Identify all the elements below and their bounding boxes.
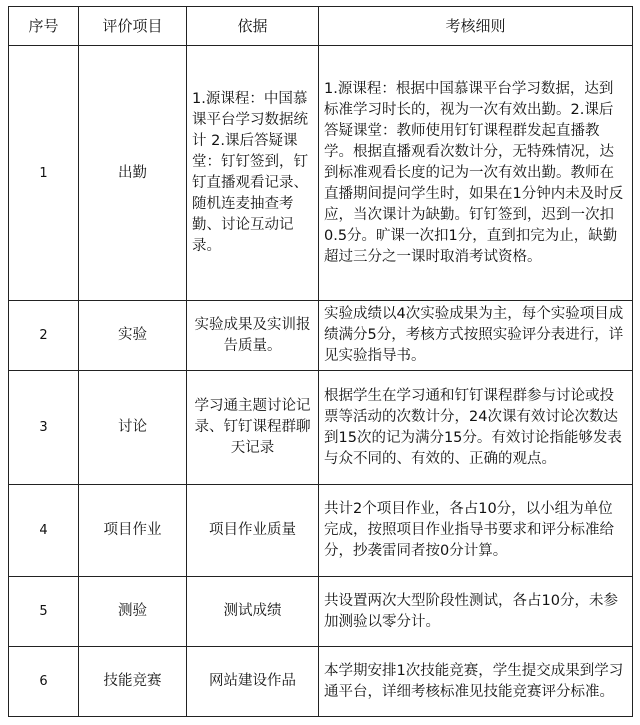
row-basis: 实验成果及实训报告质量。: [187, 301, 319, 371]
table-row: [9, 577, 633, 647]
header-item: 评价项目: [79, 7, 187, 46]
row-seq: 4: [9, 485, 79, 577]
row-detail: 根据学生在学习通和钉钉课程群参与讨论或投票等活动的次数计分，24次课有效讨论次数达到15次的记为满分15分。有效讨论指能够发表与众不同的、有效的、正确的观点。: [319, 371, 633, 485]
row-basis: 学习通主题讨论记录、钉钉课程群聊天记录: [187, 371, 319, 485]
row-item: 测验: [79, 577, 187, 647]
table-row: [9, 301, 633, 371]
table-row: [9, 647, 633, 717]
header-detail: 考核细则: [319, 7, 633, 46]
row-seq: 6: [9, 647, 79, 717]
row-seq: 5: [9, 577, 79, 647]
row-seq: 2: [9, 301, 79, 371]
evaluation-table: [8, 6, 633, 717]
header-row: [9, 7, 633, 46]
table-row: [9, 371, 633, 485]
header-seq: 序号: [9, 7, 79, 46]
row-seq: 3: [9, 371, 79, 485]
row-item: 技能竞赛: [79, 647, 187, 717]
row-detail: 本学期安排1次技能竞赛，学生提交成果到学习通平台，详细考核标准见技能竞赛评分标准。: [319, 647, 633, 717]
table-row: [9, 485, 633, 577]
row-detail: 共计2个项目作业，各占10分，以小组为单位完成，按照项目作业指导书要求和评分标准给分，抄袭雷同者按0分计算。: [319, 485, 633, 577]
table-row: [9, 46, 633, 301]
row-basis: 项目作业质量: [187, 485, 319, 577]
row-seq: 1: [9, 46, 79, 301]
row-detail: 实验成绩以4次实验成果为主，每个实验项目成绩满分5分，考核方式按照实验评分表进行，详见实验指导书。: [319, 301, 633, 371]
row-basis: 测试成绩: [187, 577, 319, 647]
row-item: 讨论: [79, 371, 187, 485]
row-basis: 网站建设作品: [187, 647, 319, 717]
row-basis: 1.源课程：中国慕课平台学习数据统计 2.课后答疑课堂：钉钉签到，钉钉直播观看记录、随机连麦抽查考勤、讨论互动记录。: [187, 46, 319, 301]
row-item: 实验: [79, 301, 187, 371]
row-detail: 1.源课程：根据中国慕课平台学习数据，达到标准学习时长的，视为一次有效出勤。2.课后答疑课堂：教师使用钉钉课程群发起直播教学。根据直播观看次数计分，无特殊情况，达到标准观看长度的记为一次有效出勤。教师在直播期间提问学生时，如果在1分钟内未及时反应，当次课计为缺勤。钉钉签到，迟到一次扣0.5分。旷课一次扣1分，直到扣完为止，缺勤超过三分之一课时取消考试资格。: [319, 46, 633, 301]
header-basis: 依据: [187, 7, 319, 46]
row-item: 出勤: [79, 46, 187, 301]
row-detail: 共设置两次大型阶段性测试，各占10分，未参加测验以零分计。: [319, 577, 633, 647]
row-item: 项目作业: [79, 485, 187, 577]
